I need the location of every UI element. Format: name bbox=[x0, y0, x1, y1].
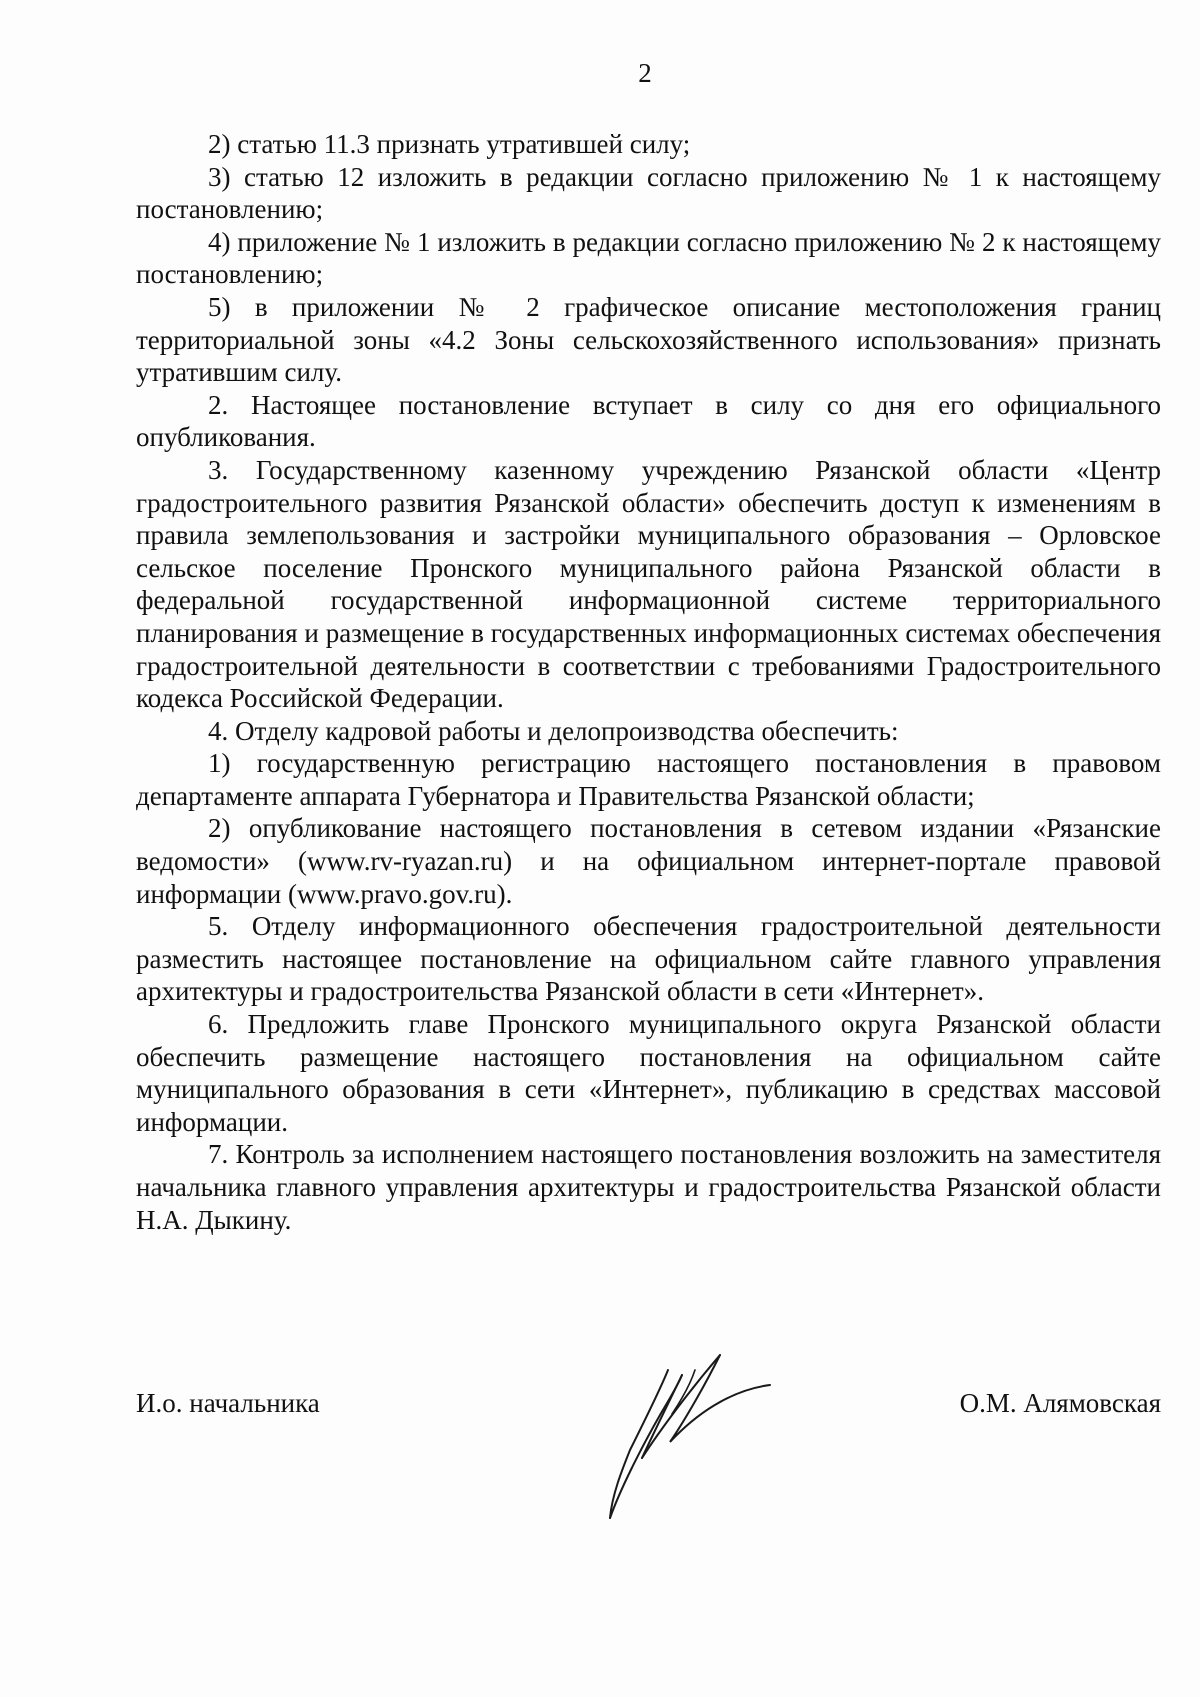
paragraph: 6. Предложить главе Пронского муниципального округа Рязанской области обеспечить размещение настоящего постановления на официальном сайте муниципального образования в сети «Интернет», публикацию в средствах массовой информации. bbox=[136, 1009, 1161, 1137]
paragraph: 4) приложение № 1 изложить в редакции согласно приложению № 2 к настоящему постановлению; bbox=[136, 226, 1161, 290]
document-body bbox=[136, 128, 1161, 1236]
paragraph: 2. Настоящее постановление вступает в силу со дня его официального опубликования. bbox=[136, 389, 1161, 453]
paragraph: 3) статью 12 изложить в редакции согласно приложению № 1 к настоящему постановлению; bbox=[136, 161, 1161, 225]
paragraph: 2) статью 11.3 признать утратившей силу; bbox=[208, 129, 691, 159]
signatory-name: О.М. Алямовская bbox=[959, 1388, 1161, 1418]
paragraph: 1) государственную регистрацию настоящего постановления в правовом департаменте аппарата Губернатора и Правительства Рязанской области; bbox=[136, 748, 1161, 811]
paragraph: 5) в приложении № 2 графическое описание местоположения границ территориальной зоны «4.2 Зоны сельскохозяйственного использования» признать утратившим силу. bbox=[136, 291, 1161, 388]
paragraph: 7. Контроль за исполнением настоящего постановления возложить на заместителя начальника главного управления архитектуры и градостроительства Рязанской области Н.А. Дыкину. bbox=[136, 1139, 1161, 1235]
paragraph: 4. Отделу кадровой работы и делопроизводства обеспечить: bbox=[208, 715, 899, 746]
handwritten-signature bbox=[600, 1330, 800, 1530]
paragraph: 2) опубликование настоящего постановления в сетевом издании «Рязанские ведомости» (www.rv-ryazan.ru) и на официальном интернет-портале правовой информации (www.pravo.gov.ru). bbox=[136, 813, 1161, 909]
page-number: 2 bbox=[638, 58, 652, 88]
signatory-title: И.о. начальника bbox=[136, 1388, 320, 1418]
paragraph: 5. Отделу информационного обеспечения градостроительной деятельности разместить настоящее постановление на официальном сайте главного управления архитектуры и градостроительства Рязанской области в сети «Интернет». bbox=[136, 911, 1161, 1007]
paragraph: 3. Государственному казенному учреждению Рязанской области «Центр градостроительного развития Рязанской области» обеспечить доступ к изменениям в правила землепользования и застройки муниципального образования – Орловское сельское поселение Пронского муниципального района Рязанской области в федеральной государственной информационной системе территориального планирования и размещение в государственных информационных системах обеспечения градостроительной деятельности в соответствии с требованиями Градостроительного кодекса Российской Федерации. bbox=[136, 454, 1161, 714]
